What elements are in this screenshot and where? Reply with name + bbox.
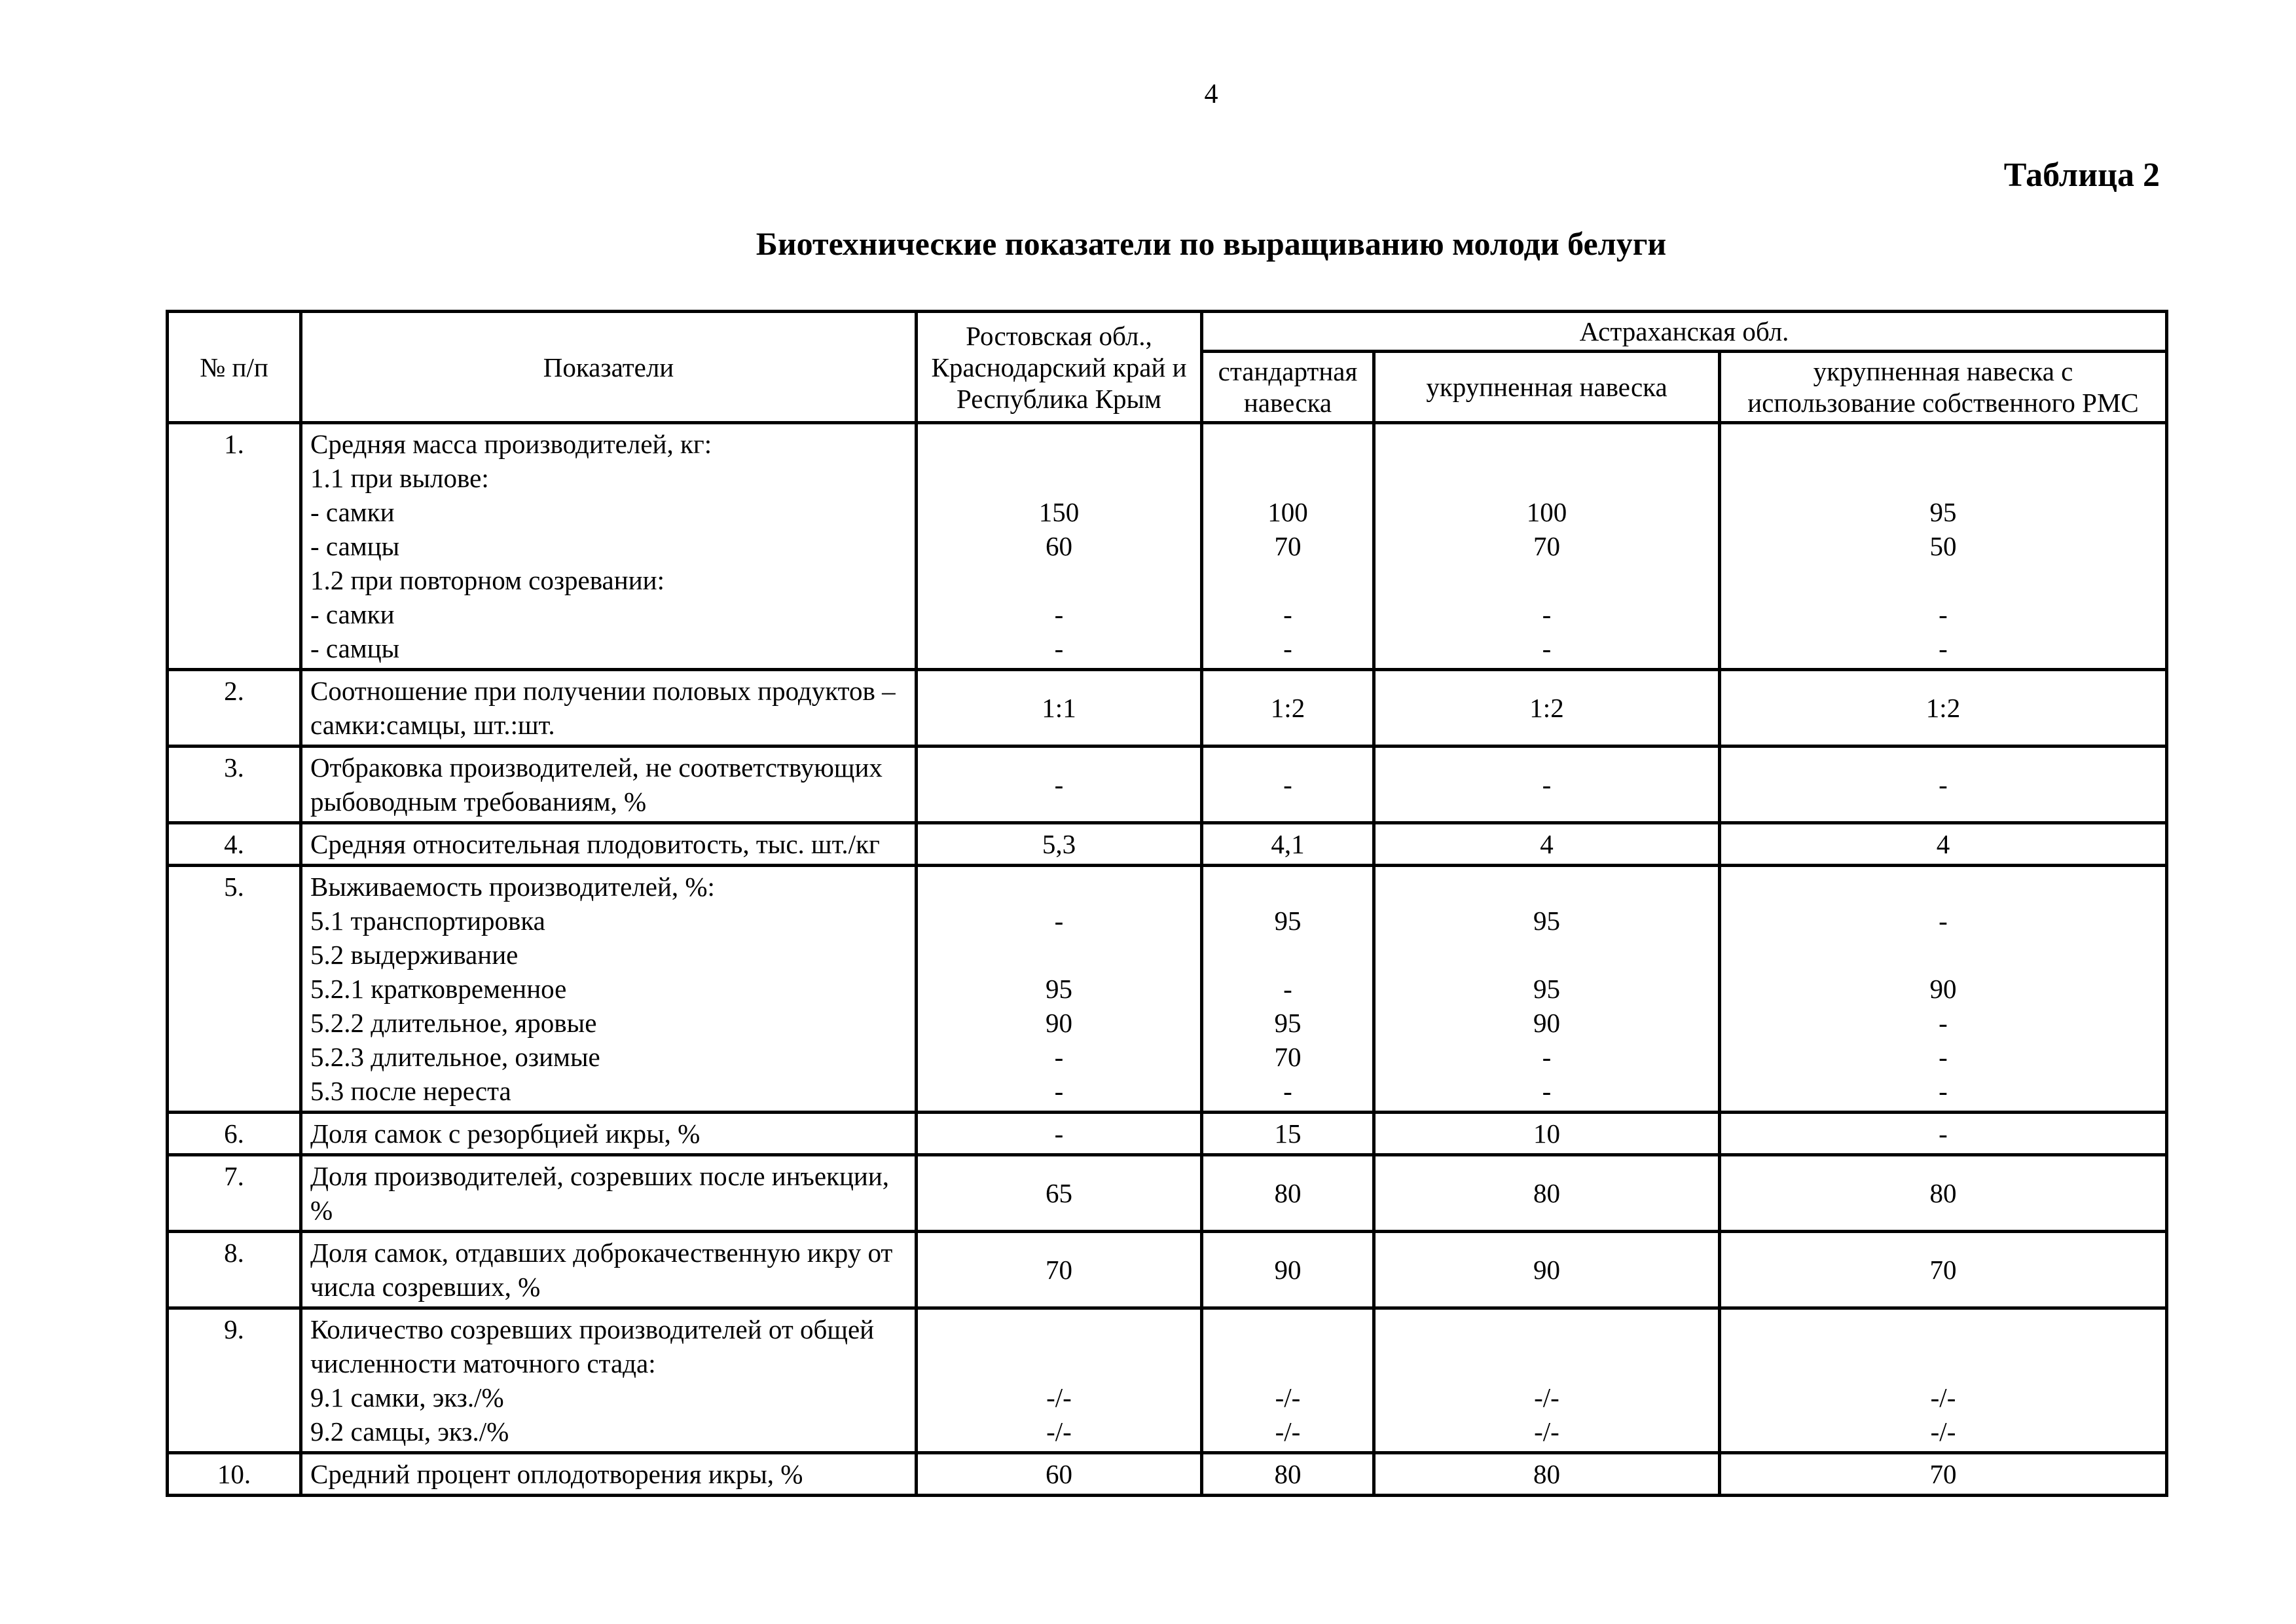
value-line <box>1383 427 1710 461</box>
value-cell <box>917 1308 1202 1453</box>
value-line <box>1729 461 2157 495</box>
value-line <box>1729 1346 2157 1380</box>
table-row <box>168 1453 2167 1496</box>
value-line <box>1729 938 2157 972</box>
row-number: 1. <box>168 423 301 670</box>
value-line: 95 <box>1929 497 1957 527</box>
value-line: - <box>1939 599 1948 629</box>
value-line: -/- <box>1046 1416 1072 1447</box>
value-cell <box>1202 1308 1374 1453</box>
table-row <box>168 1113 2167 1155</box>
value-line: - <box>1054 906 1064 936</box>
table-row <box>168 823 2167 866</box>
row-number: 5. <box>168 866 301 1113</box>
value-line <box>1211 563 1364 597</box>
row-label-line: 5.2.2 длительное, яровые <box>310 1008 597 1038</box>
page-number: 4 <box>1204 79 1218 109</box>
header-enlarged: укрупненная навеска <box>1374 352 1720 423</box>
value-line: 95 <box>1533 906 1560 936</box>
value-line: 60 <box>1046 531 1072 561</box>
value-cell: 15 <box>1202 1113 1374 1155</box>
value-line <box>1729 563 2157 597</box>
value-cell: 90 <box>1202 1232 1374 1308</box>
value-cell <box>1720 1308 2167 1453</box>
row-label-line: Выживаемость производителей, %: <box>310 872 715 902</box>
table-row <box>168 1155 2167 1232</box>
value-cell: 80 <box>1720 1155 2167 1232</box>
value-line: - <box>1542 599 1552 629</box>
value-cell: - <box>917 1113 1202 1155</box>
document-title: Биотехнические показатели по выращиванию молоди белуги <box>756 225 1667 262</box>
value-cell: - <box>1720 747 2167 823</box>
value-line <box>1383 938 1710 972</box>
value-cell: 4 <box>1374 823 1720 866</box>
row-label-line: - самцы <box>310 633 400 663</box>
value-line <box>926 938 1192 972</box>
header-rostov: Ростовская обл., Краснодарский край и Республика Крым <box>917 312 1202 423</box>
row-label-line: 1.2 при повторном созревании: <box>310 565 665 595</box>
header-indicators: Показатели <box>301 312 917 423</box>
table-row <box>168 670 2167 747</box>
row-label: Отбраковка производителей, не соответствующих рыбоводным требованиям, % <box>301 747 917 823</box>
row-label: Средняя относительная плодовитость, тыс. шт./кг <box>301 823 917 866</box>
value-line: 100 <box>1267 497 1308 527</box>
value-cell <box>1374 866 1720 1113</box>
row-number: 3. <box>168 747 301 823</box>
value-cell: 1:2 <box>1202 670 1374 747</box>
value-cell: 1:1 <box>917 670 1202 747</box>
value-cell: - <box>917 747 1202 823</box>
row-label <box>301 866 917 1113</box>
value-line: 95 <box>1274 906 1302 936</box>
value-cell: 80 <box>1202 1453 1374 1496</box>
value-line <box>1383 461 1710 495</box>
value-line: -/- <box>1534 1416 1559 1447</box>
value-line: 95 <box>1046 974 1072 1004</box>
value-line: - <box>1283 974 1292 1004</box>
value-line <box>1729 1312 2157 1346</box>
value-cell <box>1202 423 1374 670</box>
row-label <box>301 423 917 670</box>
value-line: - <box>1939 1076 1948 1106</box>
value-line: -/- <box>1046 1382 1072 1412</box>
value-cell: 70 <box>1720 1232 2167 1308</box>
value-line: 90 <box>1533 1008 1560 1038</box>
row-number: 7. <box>168 1155 301 1232</box>
data-table <box>166 310 2168 1497</box>
value-line: - <box>1939 1008 1948 1038</box>
value-line: - <box>1939 1042 1948 1072</box>
value-line <box>926 1346 1192 1380</box>
value-line <box>1729 870 2157 904</box>
value-line: 95 <box>1274 1008 1302 1038</box>
value-line <box>1383 1312 1710 1346</box>
value-cell: - <box>1202 747 1374 823</box>
value-line: - <box>1542 1076 1552 1106</box>
row-label: Доля самок с резорбцией икры, % <box>301 1113 917 1155</box>
value-line: - <box>1054 633 1064 663</box>
value-line: -/- <box>1534 1382 1559 1412</box>
value-line <box>926 563 1192 597</box>
row-label-line: - самки <box>310 599 395 629</box>
value-cell: 65 <box>917 1155 1202 1232</box>
value-cell <box>1720 866 2167 1113</box>
value-line: - <box>1283 633 1292 663</box>
value-cell: 70 <box>1720 1453 2167 1496</box>
value-cell: - <box>1720 1113 2167 1155</box>
value-cell: - <box>1374 747 1720 823</box>
value-line: - <box>1283 599 1292 629</box>
value-cell: 80 <box>1374 1155 1720 1232</box>
value-cell: 90 <box>1374 1232 1720 1308</box>
value-line <box>1729 427 2157 461</box>
value-line <box>1383 563 1710 597</box>
value-cell: 10 <box>1374 1113 1720 1155</box>
row-label-line: 1.1 при вылове: <box>310 463 489 493</box>
header-num: № п/п <box>168 312 301 423</box>
value-line <box>1383 870 1710 904</box>
row-number: 9. <box>168 1308 301 1453</box>
value-line: -/- <box>1930 1416 1956 1447</box>
value-line: 90 <box>1929 974 1957 1004</box>
value-line: 150 <box>1038 497 1080 527</box>
value-line: - <box>1054 599 1064 629</box>
table-row <box>168 423 2167 670</box>
value-line: - <box>1054 1042 1064 1072</box>
row-label-line: 9.2 самцы, экз./% <box>310 1416 509 1447</box>
value-cell: 4,1 <box>1202 823 1374 866</box>
row-number: 10. <box>168 1453 301 1496</box>
value-line: 70 <box>1533 531 1560 561</box>
value-cell: 70 <box>917 1232 1202 1308</box>
row-number: 6. <box>168 1113 301 1155</box>
value-line: - <box>1542 633 1552 663</box>
value-line: -/- <box>1930 1382 1956 1412</box>
value-line <box>1211 870 1364 904</box>
row-label-line: 5.2.1 кратковременное <box>310 974 567 1004</box>
value-line: - <box>1939 906 1948 936</box>
value-cell: 4 <box>1720 823 2167 866</box>
value-cell <box>1720 423 2167 670</box>
value-line: - <box>1939 633 1948 663</box>
value-line <box>1211 461 1364 495</box>
row-label-line: численности маточного стада: <box>310 1348 656 1378</box>
row-label: Соотношение при получении половых продуктов – самки:самцы, шт.:шт. <box>301 670 917 747</box>
value-line: -/- <box>1275 1416 1301 1447</box>
row-label-line: Количество созревших производителей от общей <box>310 1314 875 1344</box>
header-astrakhan: Астраханская обл. <box>1202 312 2167 352</box>
value-line: 90 <box>1046 1008 1072 1038</box>
value-cell: 1:2 <box>1720 670 2167 747</box>
value-line <box>926 427 1192 461</box>
value-line <box>926 870 1192 904</box>
row-number: 4. <box>168 823 301 866</box>
value-cell: 80 <box>1202 1155 1374 1232</box>
value-line <box>1211 427 1364 461</box>
row-label-line: Средняя масса производителей, кг: <box>310 429 712 459</box>
row-label: Доля самок, отдавших доброкачественную икру от числа созревших, % <box>301 1232 917 1308</box>
value-cell <box>1374 423 1720 670</box>
value-line <box>1211 938 1364 972</box>
value-line <box>1211 1312 1364 1346</box>
value-cell: 1:2 <box>1374 670 1720 747</box>
value-line <box>926 461 1192 495</box>
table-row <box>168 1232 2167 1308</box>
table-body <box>168 423 2167 1496</box>
value-line <box>926 1312 1192 1346</box>
table-row <box>168 1308 2167 1453</box>
row-label-line: 5.3 после нереста <box>310 1076 511 1106</box>
value-cell <box>917 866 1202 1113</box>
value-line: - <box>1283 1076 1292 1106</box>
row-label: Средний процент оплодотворения икры, % <box>301 1453 917 1496</box>
value-line <box>1383 1346 1710 1380</box>
value-line: 100 <box>1526 497 1567 527</box>
table-label: Таблица 2 <box>2003 157 2160 194</box>
table-row <box>168 866 2167 1113</box>
row-number: 8. <box>168 1232 301 1308</box>
row-label: Доля производителей, созревших после инъекции, % <box>301 1155 917 1232</box>
row-label-line: 5.2.3 длительное, озимые <box>310 1042 600 1072</box>
value-cell: 60 <box>917 1453 1202 1496</box>
value-line: - <box>1542 1042 1552 1072</box>
value-line: - <box>1054 1076 1064 1106</box>
value-cell: 80 <box>1374 1453 1720 1496</box>
row-label-line: - самцы <box>310 531 400 561</box>
value-line: 70 <box>1274 531 1302 561</box>
row-number: 2. <box>168 670 301 747</box>
value-cell <box>1374 1308 1720 1453</box>
value-cell <box>917 423 1202 670</box>
header-standard: стандартная навеска <box>1202 352 1374 423</box>
header-enlarged-rms: укрупненная навеска с использование собственного РМС <box>1720 352 2167 423</box>
value-line: 70 <box>1274 1042 1302 1072</box>
value-line: 50 <box>1929 531 1957 561</box>
row-label-line: 5.1 транспортировка <box>310 906 545 936</box>
row-label-line: 9.1 самки, экз./% <box>310 1382 504 1412</box>
table-row <box>168 747 2167 823</box>
row-label-line: - самки <box>310 497 395 527</box>
value-cell: 5,3 <box>917 823 1202 866</box>
value-line <box>1211 1346 1364 1380</box>
value-line: -/- <box>1275 1382 1301 1412</box>
value-cell <box>1202 866 1374 1113</box>
value-line: 95 <box>1533 974 1560 1004</box>
row-label-line: 5.2 выдерживание <box>310 940 519 970</box>
row-label <box>301 1308 917 1453</box>
